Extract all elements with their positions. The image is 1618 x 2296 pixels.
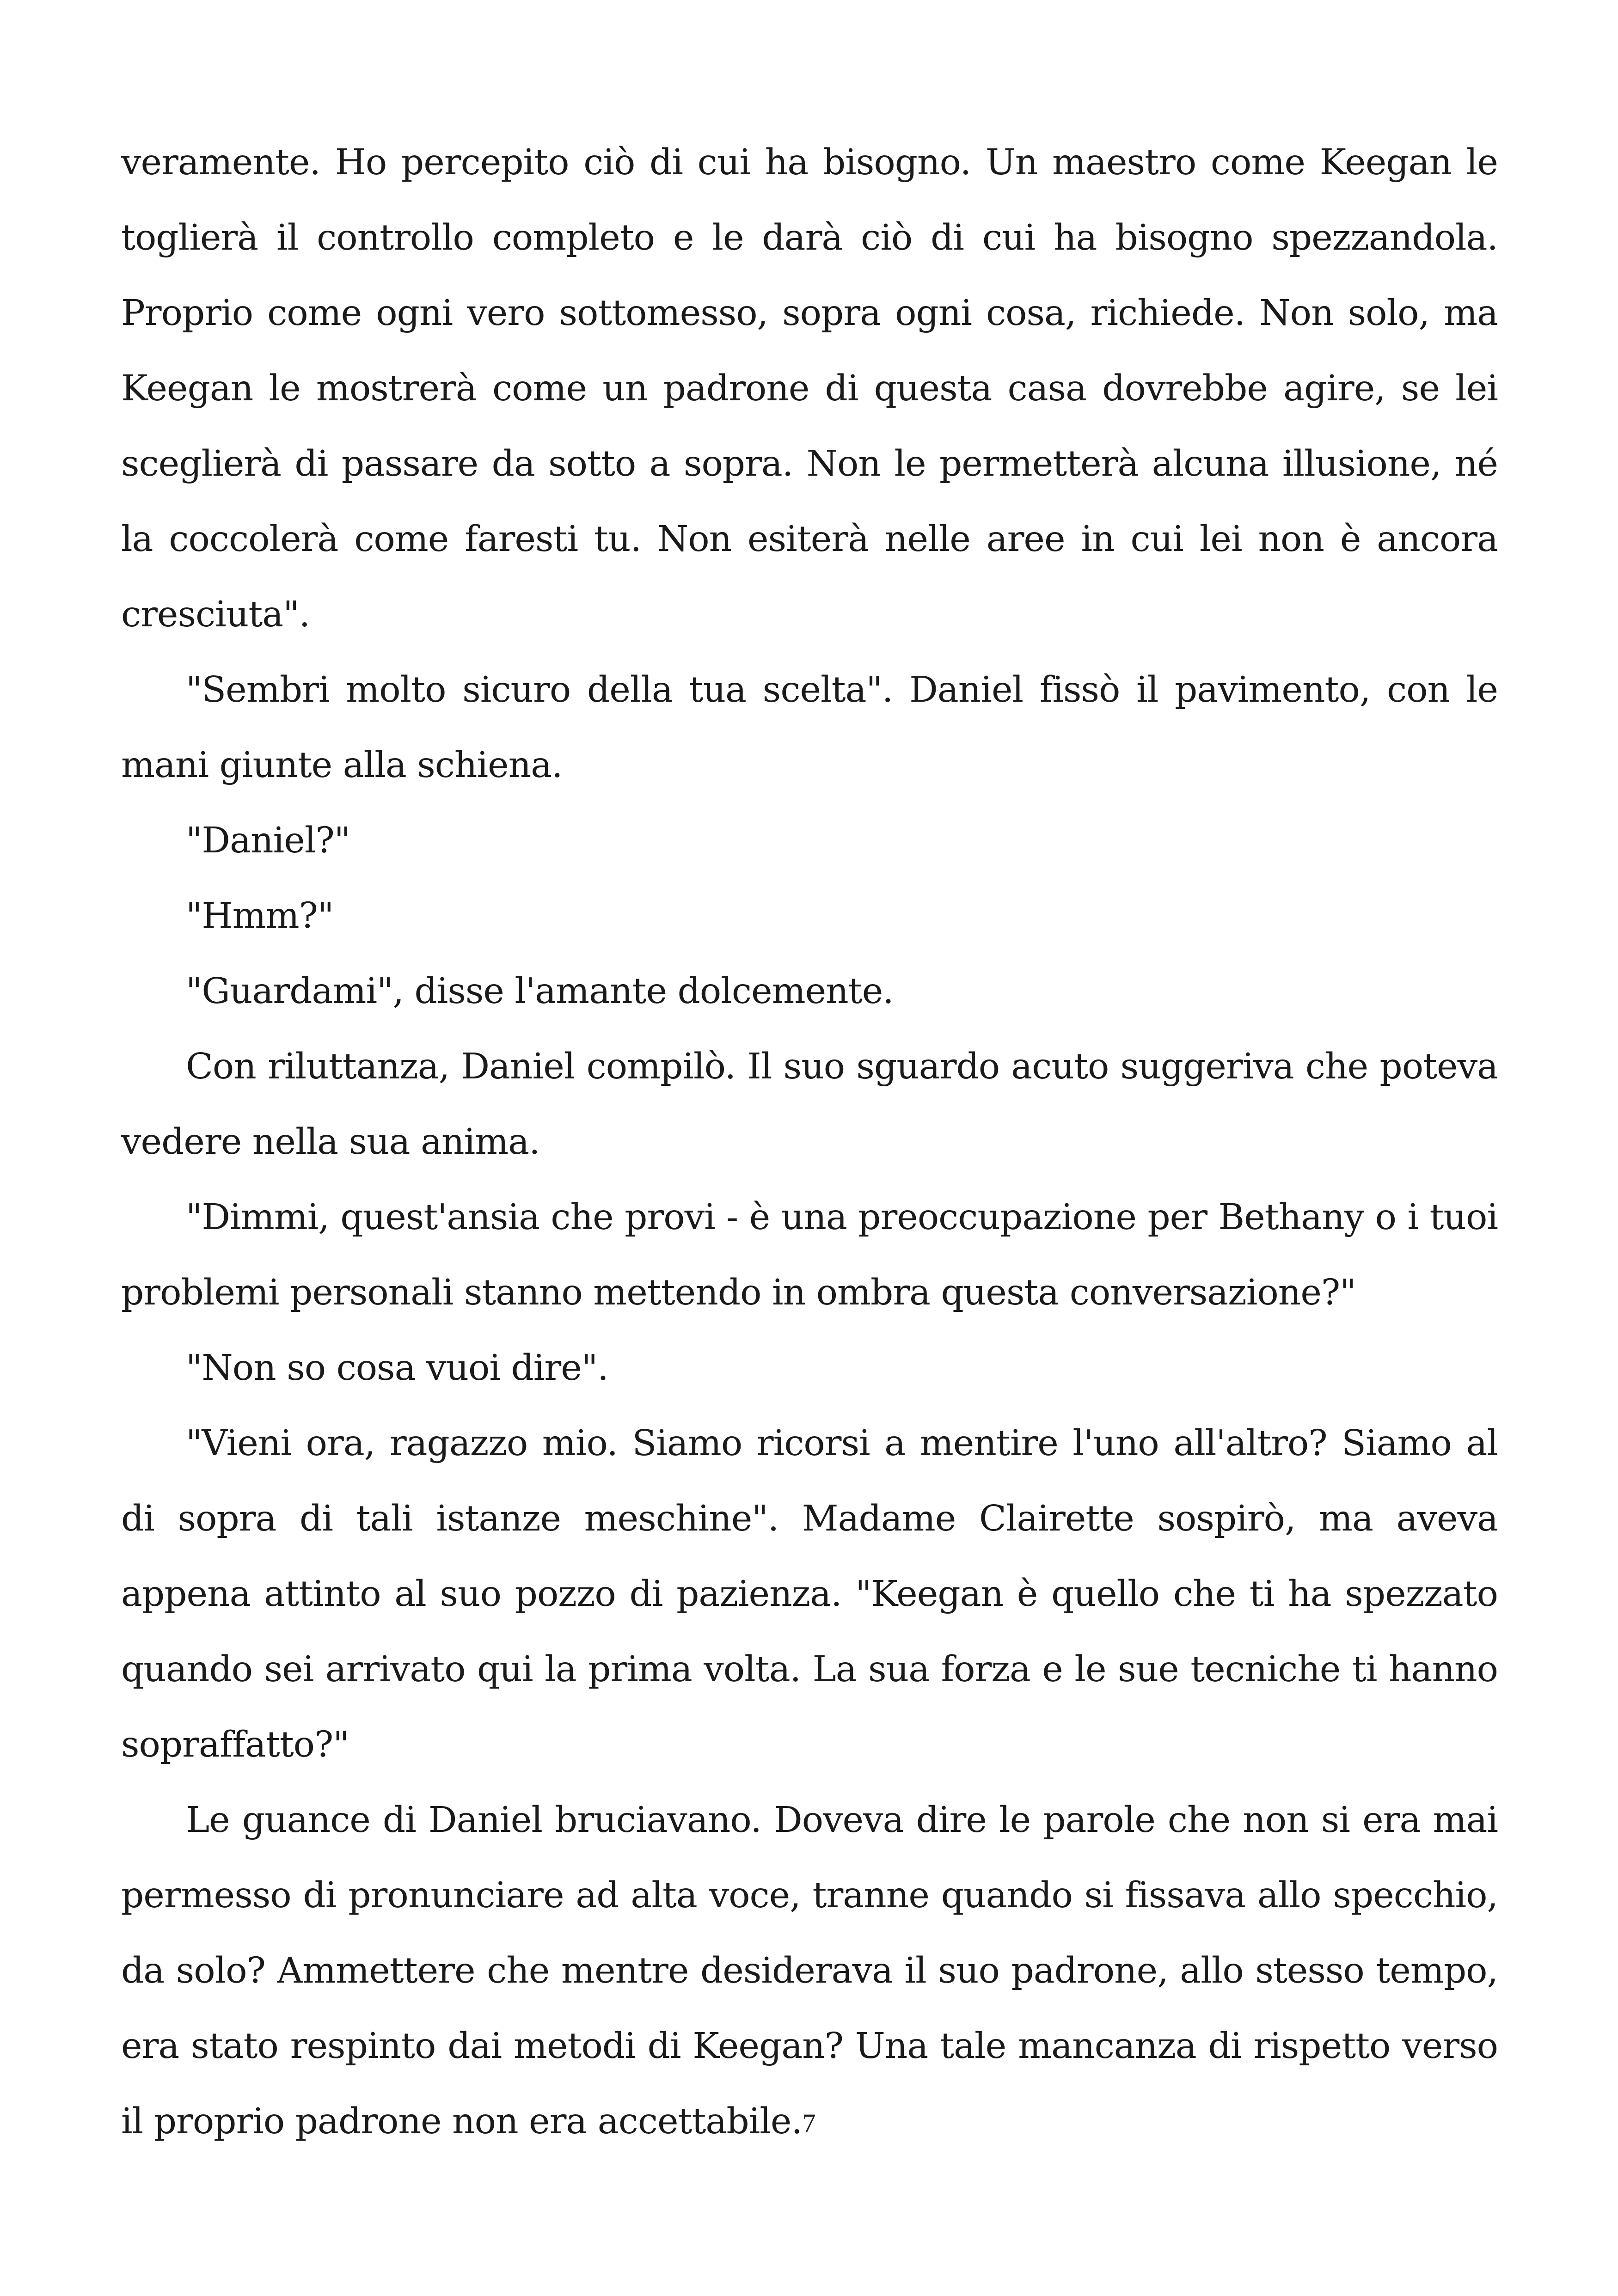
paragraph-8: "Non so cosa vuoi dire". [186, 1347, 608, 1389]
paragraph-5: "Guardami", disse l'amante dolcemente. [186, 971, 894, 1012]
paragraph-6: Con riluttanza, Daniel compilò. Il suo sguardo acuto suggeriva che poteva vedere nella sua anima. [121, 1046, 1498, 1163]
page-number: 7 [802, 2108, 816, 2138]
page-body [121, 125, 1498, 2159]
paragraph-10: Le guance di Daniel bruciavano. Doveva dire le parole che non si era mai permesso di pronunciare ad alta voce, tranne quando si fissava allo specchio, da solo? Ammettere che mentre desiderava il suo padrone, allo stesso tempo, era stato respinto dai metodi di Keegan? Una tale mancanza di rispetto verso il proprio padrone non era accettabile. [121, 1800, 1498, 2142]
paragraph-7: "Dimmi, quest'ansia che provi - è una preoccupazione per Bethany o i tuoi problemi personali stanno mettendo in ombra questa conversazione?" [121, 1197, 1498, 1313]
paragraph-3: "Daniel?" [186, 820, 350, 861]
paragraph-4: "Hmm?" [186, 895, 334, 937]
paragraph-9: "Vieni ora, ragazzo mio. Siamo ricorsi a mentire l'uno all'altro? Siamo al di sopra di tali istanze meschine". Madame Clairette sospirò, ma aveva appena attinto al suo pozzo di pazienza. "Keegan è quello che ti ha spezzato quando sei arrivato qui la prima volta. La sua forza e le sue tecniche ti hanno sopraffatto?" [121, 1423, 1498, 1765]
paragraph-2: "Sembri molto sicuro della tua scelta". Daniel fissò il pavimento, con le mani giunte alla schiena. [121, 669, 1498, 786]
paragraph-1: veramente. Ho percepito ciò di cui ha bisogno. Un maestro come Keegan le toglierà il controllo completo e le darà ciò di cui ha bisogno spezzandola. Proprio come ogni vero sottomesso, sopra ogni cosa, richiede. Non solo, ma Keegan le mostrerà come un padrone di questa casa dovrebbe agire, se lei sceglierà di passare da sotto a sopra. Non le permetterà alcuna illusione, né la coccolerà come faresti tu. Non esiterà nelle aree in cui lei non è ancora cresciuta". [121, 142, 1498, 635]
